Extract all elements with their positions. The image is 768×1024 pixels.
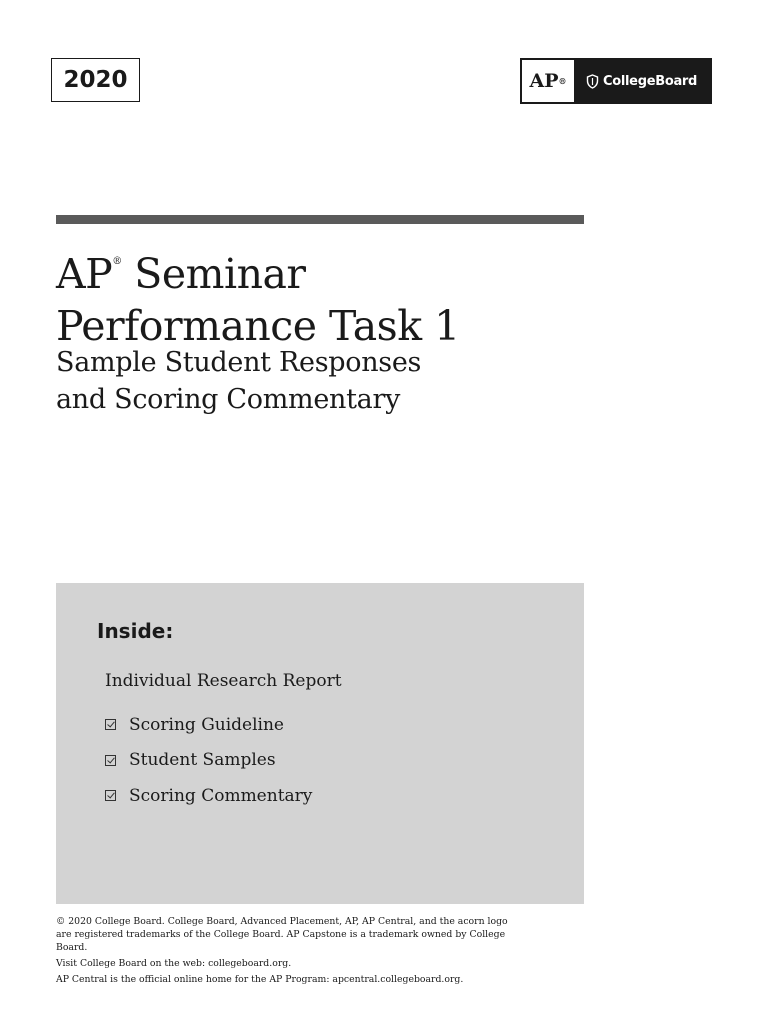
inside-section-label: Individual Research Report — [105, 671, 342, 691]
inside-heading: Inside: — [97, 619, 174, 643]
list-item — [105, 778, 312, 814]
ap-logo-text: AP — [529, 70, 559, 92]
document-title — [56, 236, 460, 352]
title-ap: AP — [56, 250, 113, 298]
checkbox-checked-icon — [105, 790, 116, 801]
apcentral-text: AP Central is the official online home for the AP Program: apcentral.collegeboard.org. — [56, 974, 464, 985]
checkbox-checked-icon — [105, 719, 116, 730]
visit-text: Visit College Board on the web: collegeboard.org. — [56, 958, 292, 969]
ap-logo — [522, 60, 574, 102]
document-subtitle — [56, 344, 421, 418]
title-seminar: Seminar — [121, 250, 306, 298]
title-ap-mark: ® — [112, 256, 122, 267]
title-rule — [56, 215, 584, 224]
list-item — [105, 707, 312, 743]
acorn-icon — [586, 74, 599, 89]
subtitle-line-2: and Scoring Commentary — [56, 384, 401, 415]
inside-contents-box — [56, 583, 584, 904]
legal-footer — [56, 915, 526, 989]
copyright-text: © 2020 College Board. College Board, Advanced Placement, AP, AP Central, and the acorn logo are registered trademarks of the College Board. AP Capstone is a trademark owned by College Board. — [56, 916, 508, 953]
collegeboard-logo-text: CollegeBoard — [603, 73, 698, 89]
list-item-label: Scoring Commentary — [129, 785, 313, 806]
title-line-2: Performance Task 1 — [56, 302, 460, 350]
subtitle-line-1: Sample Student Responses — [56, 347, 422, 378]
list-item-label: Scoring Guideline — [129, 714, 284, 735]
list-item — [105, 743, 312, 779]
ap-logo-mark: ® — [558, 76, 567, 86]
collegeboard-logo — [574, 60, 710, 102]
list-item-label: Student Samples — [129, 750, 276, 771]
year-badge: 2020 — [51, 58, 140, 102]
checkbox-checked-icon — [105, 755, 116, 766]
ap-collegeboard-logo — [520, 58, 712, 104]
inside-list — [105, 707, 312, 814]
